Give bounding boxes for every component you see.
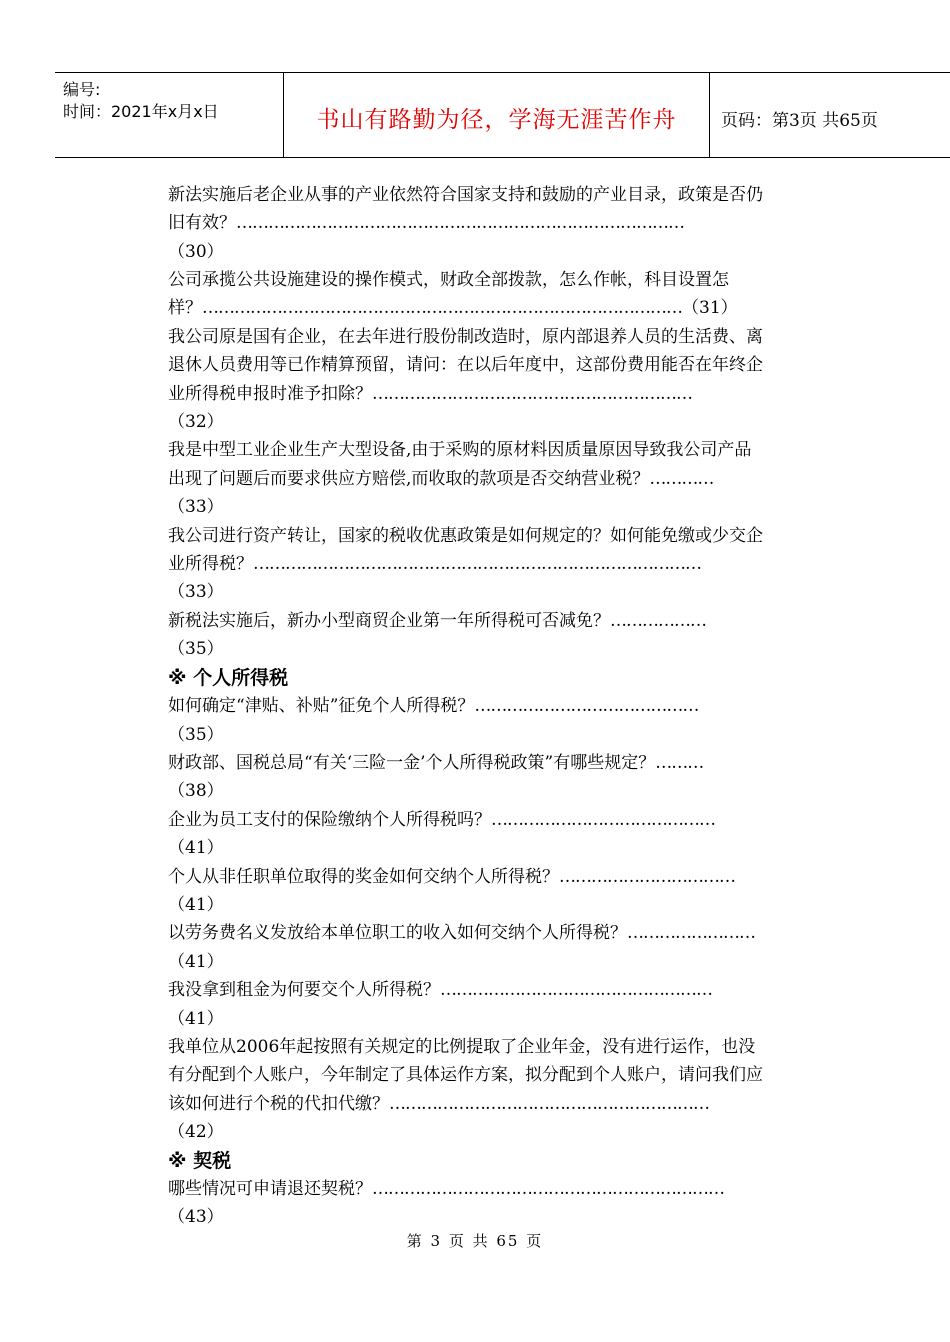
toc-page-ref: （38）: [168, 781, 224, 801]
section-heading-deed-tax: ※ 契税: [168, 1150, 232, 1172]
toc-page-ref: （43）: [168, 1207, 224, 1227]
document-number-label: 编号:: [63, 80, 101, 99]
toc-page-ref: （41）: [168, 1009, 224, 1029]
section-heading-individual-income-tax: ※ 个人所得税: [168, 667, 289, 689]
toc-entry-text: 企业为员工支付的保险缴纳个人所得税吗？: [168, 810, 491, 830]
toc-page-ref: （32）: [168, 412, 224, 432]
toc-entry-line: [168, 1092, 843, 1116]
toc-text-line: 我是中型工业企业生产大型设备,由于采购的原材料因质量原因导致我公司产品: [168, 440, 752, 460]
toc-page-ref: （41）: [168, 952, 224, 972]
toc-entry-text: 出现了问题后而要求供应方赔偿,而收取的款项是否交纳营业税？: [168, 469, 650, 489]
toc-entry-line: [168, 211, 843, 235]
toc-entry-text: 该如何进行个税的代扣代缴？: [168, 1094, 389, 1114]
header-motto: 书山有路勤为径，学海无涯苦作舟: [316, 107, 677, 133]
toc-page-ref: （41）: [168, 895, 224, 915]
toc-leader-dots: …………………………………………………………………………: [253, 554, 701, 574]
toc-leader-dots: …………………………………………………………: [372, 1179, 724, 1199]
toc-leader-dots: ………: [655, 753, 704, 773]
toc-entry-line: [168, 921, 843, 945]
toc-leader-dots: ……………………………………………: [440, 980, 712, 1000]
toc-leader-dots: ……………………………: [559, 867, 735, 887]
toc-page-ref: （41）: [168, 838, 224, 858]
toc-entry-line: [168, 978, 843, 1002]
toc-entry-text: 以劳务费名义发放给本单位职工的收入如何交纳个人所得税？: [168, 923, 627, 943]
toc-entry-text: 业所得税？: [168, 554, 253, 574]
toc-entry-line: [168, 467, 843, 491]
toc-page-ref: （35）: [168, 725, 224, 745]
toc-entry-text: 哪些情况可申请退还契税？: [168, 1179, 372, 1199]
toc-page-ref: （33）: [168, 497, 224, 517]
toc-text-line: 公司承揽公共设施建设的操作模式，财政全部拨款，怎么作帐，科目设置怎: [168, 270, 729, 290]
toc-entry-text: 如何确定“津贴、补贴”征免个人所得税？: [168, 696, 475, 716]
toc-leader-dots: ……………………………………: [474, 696, 699, 716]
toc-page-ref: （31）: [682, 298, 738, 318]
toc-entry-text: 新税法实施后，新办小型商贸企业第一年所得税可否减免？: [168, 611, 610, 631]
header-divider: [709, 73, 710, 157]
toc-leader-dots: …………: [649, 469, 714, 489]
toc-page-ref: （35）: [168, 639, 224, 659]
toc-entry-line: [168, 751, 843, 775]
toc-leader-dots: ……………………: [627, 923, 755, 943]
page-footer: 第 3 页 共 65 页: [406, 1232, 544, 1250]
toc-text-line: 退休人员费用等已作精算预留，请问：在以后年度中，这部份费用能否在年终企: [168, 355, 763, 375]
toc-entry-text: 业所得税申报时准予扣除？: [168, 384, 372, 404]
toc-entry-line: [168, 694, 843, 718]
toc-entry-line: [168, 552, 843, 576]
toc-leader-dots: ……………………………………: [491, 810, 715, 830]
toc-page-ref: （33）: [168, 582, 224, 602]
toc-page-ref: （30）: [168, 242, 224, 262]
toc-entry-line: [168, 609, 843, 633]
toc-leader-dots: ………………: [610, 611, 706, 631]
toc-leader-dots: …………………………………………………………………………: [236, 213, 684, 233]
toc-entry-line: [168, 382, 843, 406]
toc-entry-text: 样？: [168, 298, 202, 318]
header-page-info: 页码：第3页 共65页: [721, 111, 878, 131]
toc-text-line: 有分配到个人账户，今年制定了具体运作方案，拟分配到个人账户，请问我们应: [168, 1065, 763, 1085]
toc-entry-line: [168, 808, 843, 832]
toc-entry-line: [168, 1177, 843, 1201]
toc-leader-dots: ……………………………………………………: [389, 1094, 709, 1114]
toc-text-line: 我公司进行资产转让，国家的税收优惠政策是如何规定的？如何能免缴或少交企: [168, 526, 763, 546]
header-meta: [63, 79, 219, 123]
toc-entry-text: 我没拿到租金为何要交个人所得税？: [168, 980, 440, 1000]
toc-text-line: 我公司原是国有企业，在去年进行股份制改造时，原内部退养人员的生活费、离: [168, 327, 763, 347]
page-header: [55, 72, 950, 158]
toc-entry-line: [168, 865, 843, 889]
toc-entry-text: 个人从非任职单位取得的奖金如何交纳个人所得税？: [168, 867, 559, 887]
toc-entry-text: 财政部、国税总局“有关‘三险一金’个人所得税政策”有哪些规定？: [168, 753, 656, 773]
toc-entry-text: 旧有效？: [168, 213, 236, 233]
toc-text-line: 我单位从2006年起按照有关规定的比例提取了企业年金，没有进行运作，也没: [168, 1037, 756, 1057]
toc-text-line: 新法实施后老企业从事的产业依然符合国家支持和鼓励的产业目录，政策是否仍: [168, 185, 763, 205]
toc-leader-dots: ……………………………………………………: [372, 384, 692, 404]
toc-page-ref: （42）: [168, 1122, 224, 1142]
document-time-label: 时间：2021年x月x日: [63, 102, 219, 121]
toc-entry-line: [168, 296, 843, 320]
toc-leader-dots: ………………………………………………………………………………: [202, 298, 682, 318]
